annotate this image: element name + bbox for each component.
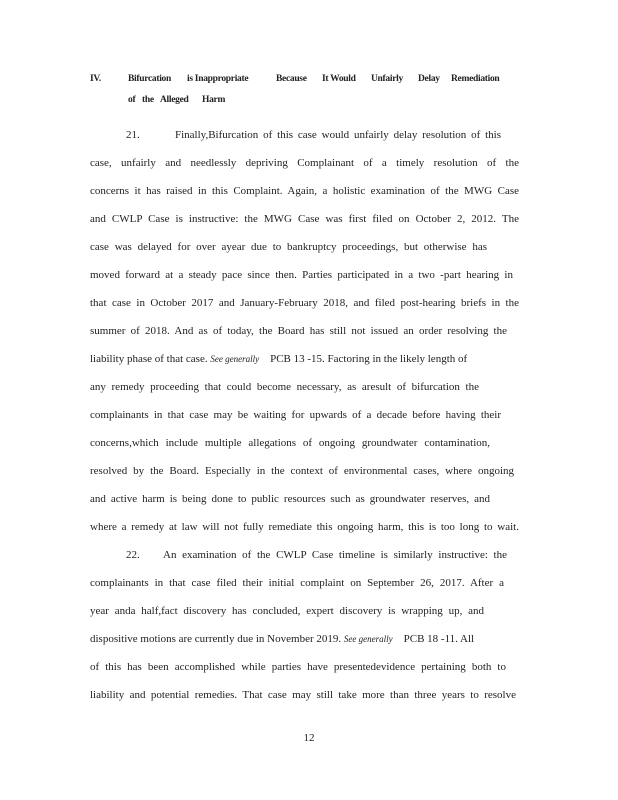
paragraph-line: and active harm is being done to public resources such as groundwater reserves, and <box>90 493 490 505</box>
heading-word: Unfairly <box>371 74 403 84</box>
heading-word: Bifurcation <box>128 74 171 84</box>
paragraph-line: dispositive motions are currently due in November 2019. <box>90 633 342 645</box>
paragraph-line: complainants in that case filed their initial complaint on September 26, 2017. After a <box>90 577 504 589</box>
paragraph-line: liability and potential remedies. That case may still take more than three years to resolve <box>90 689 516 701</box>
page-number: 12 <box>303 732 315 744</box>
paragraph-line: liability phase of that case. <box>90 353 208 365</box>
paragraph-line: concerns it has raised in this Complaint. Again, a holistic examination of the MWG Case <box>90 185 519 197</box>
heading-numeral: IV. <box>90 74 101 84</box>
paragraph-line: concerns,which include multiple allegations of ongoing groundwater contamination, <box>90 437 490 449</box>
document-page: IV. Bifurcation is Inappropriate Because It Would Unfairly Delay Remediation of the Alleged Harm 21. Finally,Bifurcation of this case would unfairly delay resolution of this case, unfairly and needlessly depriving Complainant of a timely resolution of the concerns it has raised in this Complaint. Again, a holistic examination of the MWG Case and CWLP Case is instructive: the MWG Case was first filed on October 2, 2012. The case was delayed for over ayear due to bankruptcy proceedings, but otherwise has moved forward at a steady pace since then. Parties participated in a two -part hearing in that case in October 2017 and January-February 2018, and filed post-hearing briefs in the summer of 2018. And as of today, the Board has still not issued an order resolving the liability phase of that case. See generally PCB 13 -15. Factoring in the likely length of any remedy proceeding that could become necessary, as aresult of bifurcation the complainants in that case may be waiting for upwards of a decade before having their concerns,which include multiple allegations of ongoing groundwater contamination, resolved by the Board. Especially in the context of environmental cases, where ongoing and active harm is being done to public resources such as groundwater reserves, and where a remedy at law will not fully remediate this ongoing harm, this is too long to wait. 22. An examination of the CWLP Case timeline is similarly instructive: the complainants in that case filed their initial complaint on September 26, 2017. After a year anda half,fact discovery has concluded, expert discovery is wrapping up, and dispositive motions are currently due in November 2019. See generally PCB 18 -11. All of this has been accomplished while parties have presentedevidence pertaining both to liability and potential remedies. That case may still take more than three years to resolve 12 <box>0 0 618 800</box>
heading-word: Harm <box>202 95 226 105</box>
paragraph-line: moved forward at a steady pace since then. Parties participated in a two -part hearing in <box>90 269 513 281</box>
paragraph-line-with-citation <box>90 352 504 366</box>
heading-word: the <box>142 95 154 105</box>
heading-word: Because <box>276 74 307 84</box>
paragraph-line: complainants in that case may be waiting for upwards of a decade before having their <box>90 409 501 421</box>
paragraph-line: that case in October 2017 and January-February 2018, and filed post-hearing briefs in the <box>90 297 519 309</box>
paragraph-line: of this has been accomplished while parties have presentedevidence pertaining both to <box>90 661 506 673</box>
citation-signal: See generally <box>210 354 260 364</box>
paragraph-line: and CWLP Case is instructive: the MWG Case was first filed on October 2, 2012. The <box>90 213 519 225</box>
paragraph-line: year anda half,fact discovery has concluded, expert discovery is wrapping up, and <box>90 605 484 617</box>
paragraph-line: An examination of the CWLP Case timeline is similarly instructive: the <box>163 549 507 561</box>
heading-word: Alleged <box>160 95 189 105</box>
paragraph-line: case, unfairly and needlessly depriving Complainant of a timely resolution of the <box>90 157 519 169</box>
paragraph-line: summer of 2018. And as of today, the Board has still not issued an order resolving the <box>90 325 507 337</box>
paragraph-line: any remedy proceeding that could become necessary, as aresult of bifurcation the <box>90 381 479 393</box>
paragraph-line: where a remedy at law will not fully remediate this ongoing harm, this is too long to wait. <box>90 521 519 533</box>
paragraph-line: Finally,Bifurcation of this case would unfairly delay resolution of this <box>175 129 501 141</box>
paragraph-line-with-citation <box>90 632 519 646</box>
paragraph-line: case was delayed for over ayear due to bankruptcy proceedings, but otherwise has <box>90 241 487 253</box>
heading-word: Remediation <box>451 74 500 84</box>
citation-text: PCB 18 -11. All <box>403 633 475 645</box>
citation-signal: See generally <box>343 634 393 644</box>
heading-word: is Inappropriate <box>187 74 249 84</box>
heading-word: It Would <box>322 74 356 84</box>
paragraph-line: resolved by the Board. Especially in the context of environmental cases, where ongoing <box>90 465 514 477</box>
heading-word: Delay <box>418 74 440 84</box>
heading-word: of <box>128 95 136 105</box>
citation-text: PCB 13 -15. Factoring in the likely length of <box>270 353 468 365</box>
